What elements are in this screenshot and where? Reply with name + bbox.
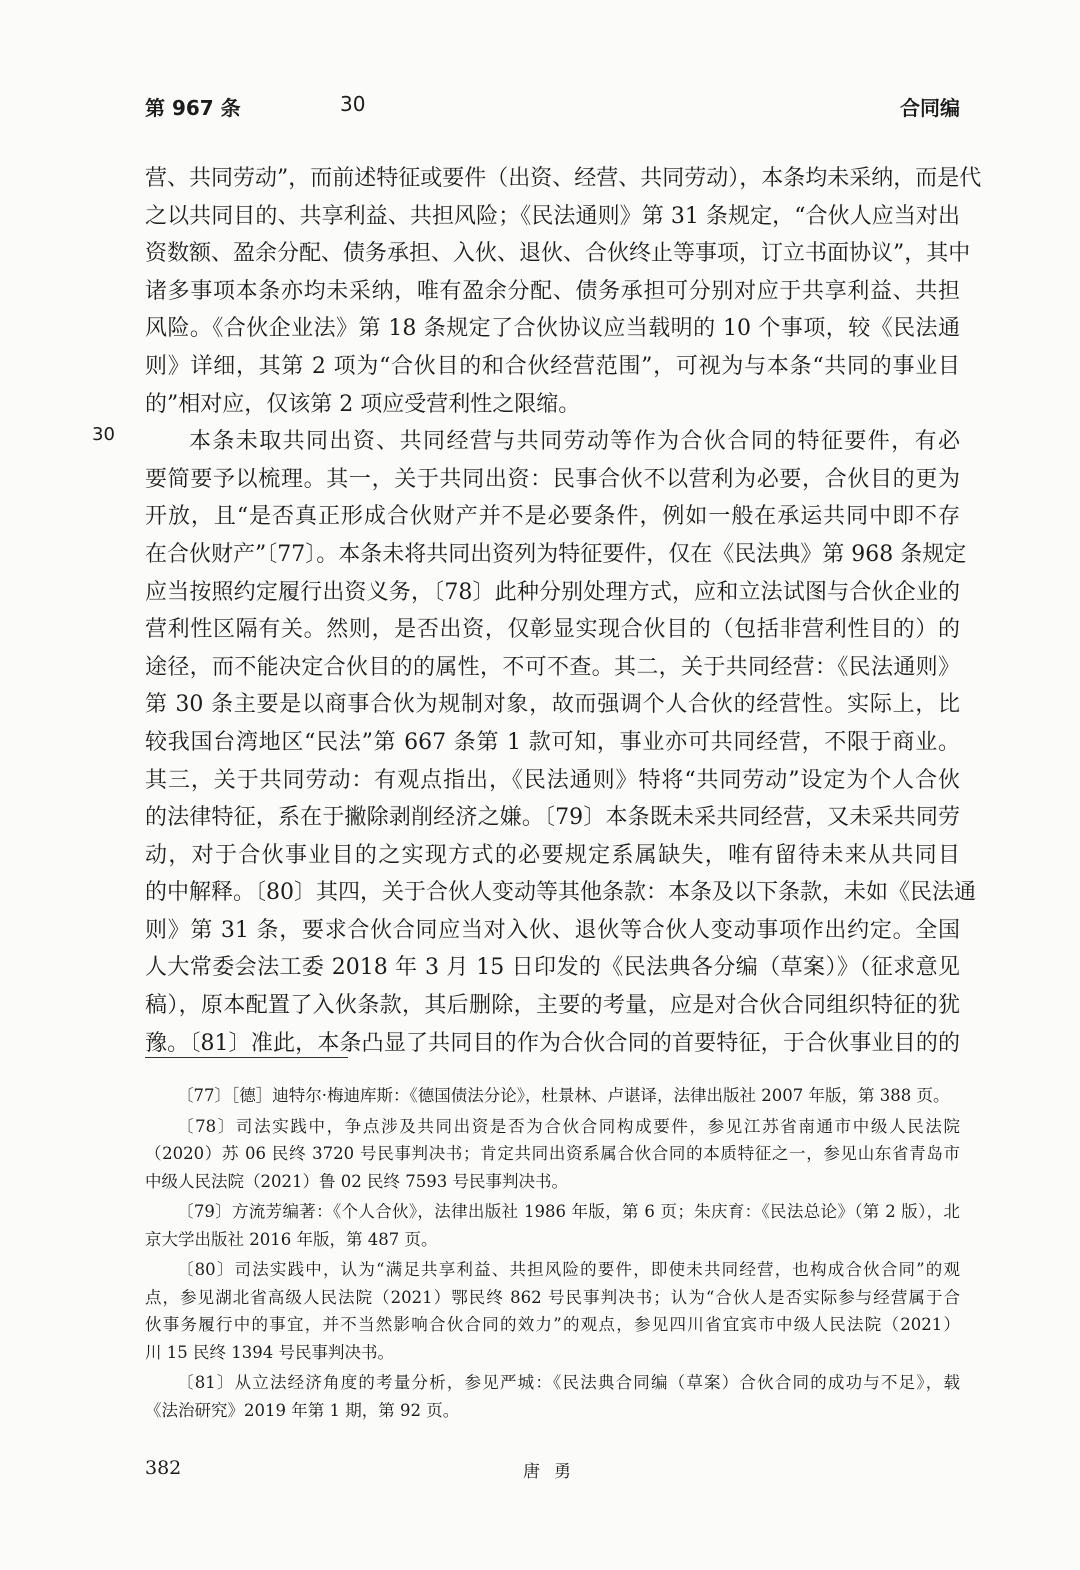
page-number: 382: [145, 1457, 182, 1479]
text-line: 应当按照约定履行出资义务，〔78〕此种分别处理方式，应和立法试图与合伙企业的: [145, 579, 960, 605]
text-line: 其三，关于共同劳动：有观点指出，《民法通则》特将“共同劳动”设定为个人合伙: [145, 767, 960, 793]
main-text: [145, 160, 982, 1062]
footnote-line: 〔78〕司法实践中，争点涉及共同出资是否为合伙合同构成要件，参见江苏省南通市中级人民法院: [177, 1116, 960, 1136]
text-line: 的中解释。〔80〕其四，关于合伙人变动等其他条款：本条及以下条款，未如《民法通: [145, 880, 976, 906]
running-header: [145, 92, 960, 122]
text-line: 则》详细，其第 2 项为“合伙目的和合伙经营范围”，可视为与本条“共同的事业目: [145, 353, 960, 379]
footnote-line: 〔80〕司法实践中，认为“满足共享利益、共担风险的要件，即使未共同经营，也构成合伙合同”的观: [177, 1260, 960, 1279]
text-line: 则》第 31 条，要求合伙合同应当对入伙、退伙等合伙人变动事项作出约定。全国: [145, 917, 960, 943]
author-name: 唐勇: [523, 1462, 585, 1482]
footnote-line: 《法治研究》2019 年第 1 期，第 92 页。: [145, 1400, 460, 1420]
paragraph-number: 30: [340, 92, 366, 116]
margin-paragraph-number: 30: [92, 424, 115, 445]
text-line: 人大常委会法工委 2018 年 3 月 15 日印发的《民法典各分编（草案）》（征求意见: [145, 955, 960, 981]
footnote-line: 点，参见湖北省高级人民法院（2021）鄂民终 862 号民事判决书；认为“合伙人是否实际参与经营属于合: [145, 1287, 960, 1307]
text-line: 豫。〔81〕准此，本条凸显了共同目的作为合伙合同的首要特征，于合伙事业目的的: [145, 1030, 960, 1056]
text-line: 的法律特征，系在于撇除剥削经济之嫌。〔79〕本条既未采共同经营，又未采共同劳: [145, 805, 960, 831]
text-line: 要简要予以梳理。其一，关于共同出资：民事合伙不以营利为必要，合伙目的更为: [145, 466, 960, 492]
text-line: 途径，而不能决定合伙目的的属性，不可不查。其二，关于共同经营：《民法通则》: [145, 654, 960, 680]
book-title: 合同编: [900, 96, 960, 120]
text-line: 风险。《合伙企业法》第 18 条规定了合伙协议应当载明的 10 个事项，较《民法通: [145, 316, 960, 342]
footnote-line: 〔77〕［德］迪特尔·梅迪库斯：《德国债法分论》，杜景林、卢谌译，法律出版社 2007 年版，第 388 页。: [177, 1086, 950, 1105]
article-number: 第 967 条: [145, 96, 241, 120]
text-line: 的”相对应，仅该第 2 项应受营利性之限缩。: [145, 391, 581, 417]
text-line: 本条未取共同出资、共同经营与共同劳动等作为合伙合同的特征要件，有必: [189, 429, 960, 455]
footnote-line: 中级人民法院（2021）鲁 02 民终 7593 号民事判决书。: [145, 1171, 568, 1191]
text-line: 之以共同目的、共享利益、共担风险；《民法通则》第 31 条规定，“合伙人应当对出: [145, 203, 960, 229]
text-line: 第 30 条主要是以商事合伙为规制对象，故而强调个人合伙的经营性。实际上，比: [145, 692, 960, 718]
footnote-line: 〔81〕从立法经济角度的考量分析，参见严城：《民法典合同编（草案）合伙合同的成功与不足》，载: [177, 1373, 960, 1392]
text-line: 资数额、盈余分配、债务承担、入伙、退伙、合伙终止等事项，订立书面协议”，其中: [145, 241, 971, 267]
text-line: 诸多事项本条亦均未采纳，唯有盈余分配、债务承担可分别对应于共享利益、共担: [145, 278, 960, 304]
text-line: 开放，且“是否真正形成合伙财产并不是必要条件，例如一般在承运共同中即不存: [145, 504, 960, 530]
footnote-line: 〔79〕方流芳编著：《个人合伙》，法律出版社 1986 年版，第 6 页；朱庆育：《民法总论》（第 2 版），北: [177, 1202, 960, 1221]
text-line: 营、共同劳动”，而前述特征或要件（出资、经营、共同劳动），本条均未采纳，而是代: [145, 166, 982, 191]
footnotes: [145, 1082, 960, 1424]
text-line: 较我国台湾地区“民法”第 667 条第 1 款可知，事业亦可共同经营，不限于商业。: [145, 729, 960, 755]
text-line: 营利性区隔有关。然则，是否出资，仅彰显实现合伙目的（包括非营利性目的）的: [145, 617, 960, 643]
text-line: 动，对于合伙事业目的之实现方式的必要规定系属缺失，唯有留待未来从共同目: [145, 842, 960, 868]
footnote-line: 京大学出版社 2016 年版，第 487 页。: [145, 1229, 438, 1249]
text-line: 在合伙财产”〔77〕。本条未将共同出资列为特征要件，仅在《民法典》第 968 条规定: [145, 541, 967, 567]
footnote-divider: [145, 1057, 348, 1058]
footnote-line: 川 15 民终 1394 号民事判决书。: [145, 1342, 394, 1362]
footnote-line: 伙事务履行中的事宜，并不当然影响合伙合同的效力”的观点，参见四川省宜宾市中级人民法院（2021）: [145, 1315, 960, 1334]
footnote-line: （2020）苏 06 民终 3720 号民事判决书；肯定共同出资系属合伙合同的本质特征之一，参见山东省青岛市: [145, 1144, 960, 1163]
text-line: 稿），原本配置了入伙条款，其后删除，主要的考量，应是对合伙合同组织特征的犹: [145, 993, 960, 1019]
